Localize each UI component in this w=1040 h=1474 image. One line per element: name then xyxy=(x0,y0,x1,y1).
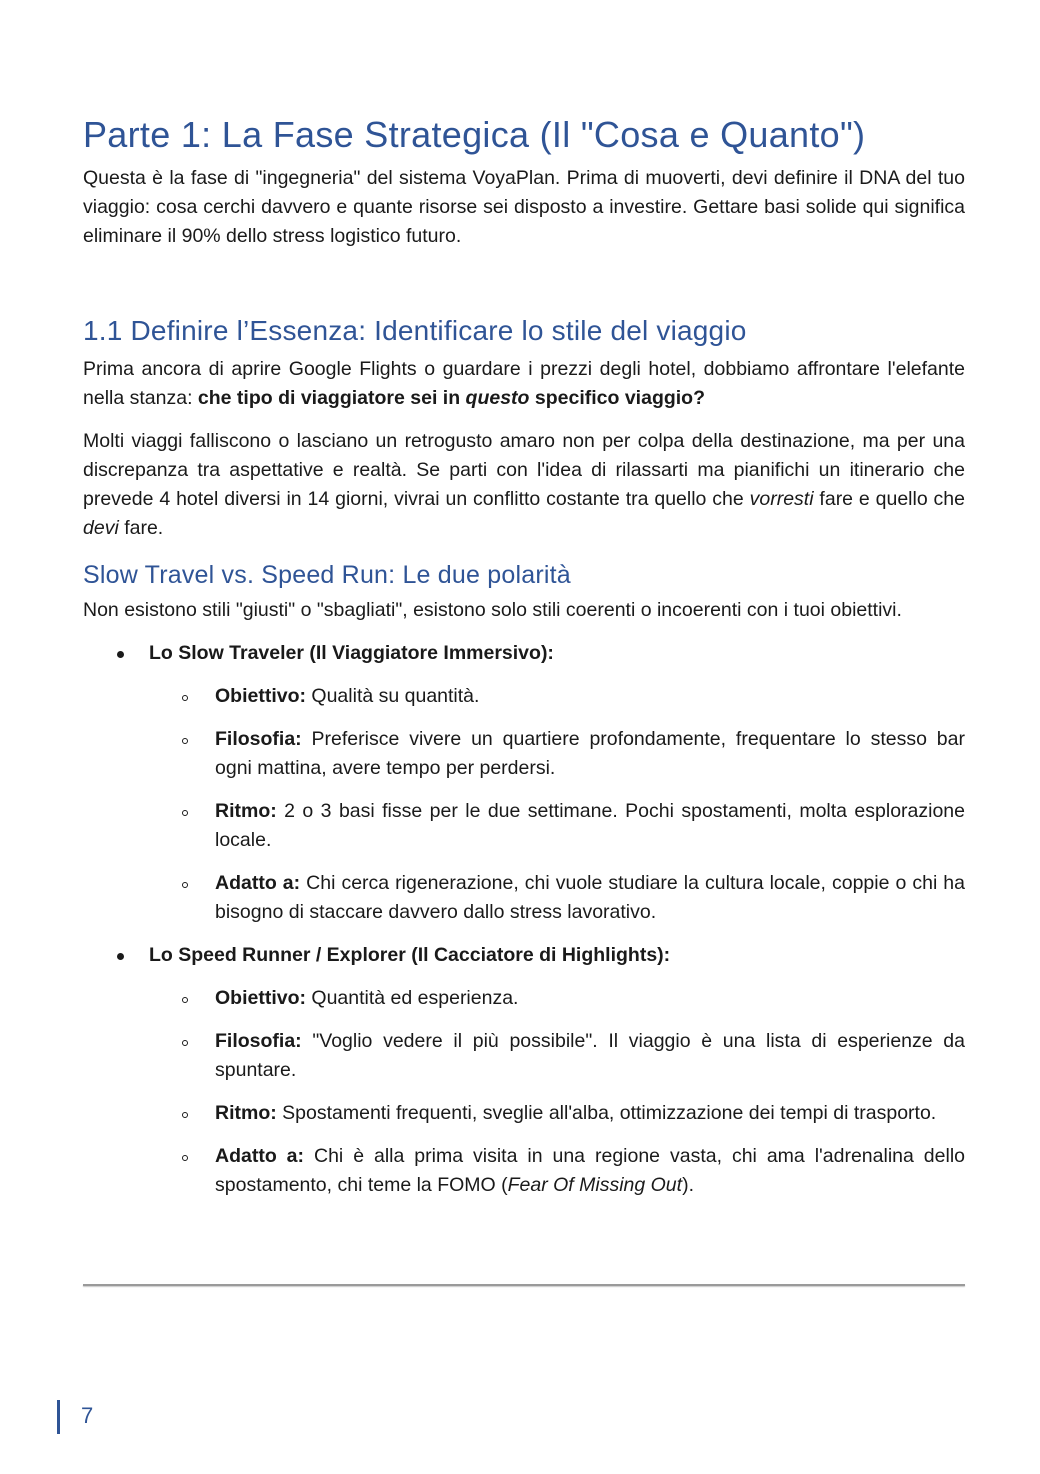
speed-runner-sublist xyxy=(149,984,965,1200)
intro-paragraph: Questa è la fase di "ingegneria" del sistema VoyaPlan. Prima di muoverti, devi definire il DNA del tuo viaggio: cosa cerchi davvero e quante risorse sei disposto a investire. Gettare basi solide qui significa eliminare il 90% dello stress logistico futuro. xyxy=(83,167,965,247)
item-label: Ritmo: xyxy=(215,800,277,822)
subsection-heading: Slow Travel vs. Speed Run: Le due polarità xyxy=(83,561,571,589)
list-item xyxy=(149,725,965,783)
list-item xyxy=(149,1142,965,1200)
bullet-circle-icon xyxy=(182,1155,188,1161)
item-text: Quantità ed esperienza. xyxy=(306,987,519,1009)
paragraph-discrepancy xyxy=(83,427,965,543)
paragraph-discrepancy-c: fare. xyxy=(118,517,164,539)
paragraph-discrepancy-b: fare e quello che xyxy=(813,488,965,510)
bullet-circle-icon xyxy=(182,810,188,816)
subsection-heading-wrap xyxy=(83,557,965,593)
bullet-circle-icon xyxy=(182,997,188,1003)
page-number-bar xyxy=(57,1400,60,1434)
traveler-types-list xyxy=(83,639,965,1200)
bullet-circle-icon xyxy=(182,1112,188,1118)
horizontal-rule xyxy=(83,1284,965,1286)
bullet-circle-icon xyxy=(182,695,188,701)
paragraph-discrepancy-a: Molti viaggi falliscono o lasciano un retrogusto amaro non per colpa della destinazione, ma per una discrepanza tra aspettative e realtà. Se parti con l'idea di rilassarti ma pianifichi un itinerario che prevede 4 hotel diversi in 14 giorni, vivrai un conflitto costante tra quello che xyxy=(83,430,965,510)
slow-traveler-title: Lo Slow Traveler (Il Viaggiatore Immersivo): xyxy=(149,642,554,664)
paragraph-question-bold-a: che tipo di viaggiatore sei in xyxy=(197,387,466,409)
section-heading-wrap xyxy=(83,311,965,351)
list-item-slow-traveler xyxy=(83,639,965,927)
item-label: Adatto a: xyxy=(215,1145,305,1167)
paragraph-question-text: Prima ancora di aprire Google Flights o guardare i prezzi degli hotel, dobbiamo affrontare l'elefante nella stanza: xyxy=(83,358,965,409)
slow-traveler-sublist xyxy=(149,682,965,927)
section-heading: 1.1 Definire l’Essenza: Identificare lo stile del viaggio xyxy=(83,315,747,346)
speed-runner-title: Lo Speed Runner / Explorer (Il Cacciatore di Highlights): xyxy=(149,944,671,966)
item-text: Chi cerca rigenerazione, chi vuole studiare la cultura locale, coppie o chi ha bisogno di staccare davvero dallo stress lavorativo. xyxy=(215,872,966,923)
item-text-end: ). xyxy=(682,1174,694,1196)
bullet-circle-icon xyxy=(182,882,188,888)
bullet-circle-icon xyxy=(182,1040,188,1046)
item-label: Filosofia: xyxy=(215,1030,302,1052)
paragraph-question-bold-b: specifico viaggio? xyxy=(529,387,706,409)
item-text-italic: Fear Of Missing Out xyxy=(507,1174,683,1196)
list-item-speed-runner xyxy=(83,941,965,1200)
item-text: Preferisce vivere un quartiere profondamente, frequentare lo stesso bar ogni mattina, avere tempo per perdersi. xyxy=(215,728,965,779)
page-content xyxy=(83,110,965,1200)
list-item xyxy=(149,869,965,927)
item-text: Spostamenti frequenti, sveglie all'alba, ottimizzazione dei tempi di trasporto. xyxy=(276,1102,937,1124)
part-heading: Parte 1: La Fase Strategica (Il "Cosa e Quanto") xyxy=(83,114,866,155)
item-label: Obiettivo: xyxy=(215,987,306,1009)
bullet-disc-icon xyxy=(117,651,124,658)
list-item xyxy=(149,984,965,1013)
paragraph-discrepancy-italic-1: vorresti xyxy=(749,488,814,510)
list-item xyxy=(149,797,965,855)
page-number: 7 xyxy=(81,1403,94,1428)
list-item xyxy=(149,682,965,711)
paragraph-question-bold-italic: questo xyxy=(465,387,530,409)
item-text: Chi è alla prima visita in una regione vasta, chi ama l'adrenalina dello spostamento, chi teme la FOMO ( xyxy=(215,1145,965,1196)
paragraph-discrepancy-italic-2: devi xyxy=(83,517,119,539)
item-label: Ritmo: xyxy=(215,1102,277,1124)
list-item xyxy=(149,1099,965,1128)
paragraph-question xyxy=(83,355,965,413)
item-text: 2 o 3 basi fisse per le due settimane. Pochi spostamenti, molta esplorazione locale. xyxy=(215,800,965,851)
paragraph-styles: Non esistono stili "giusti" o "sbagliati", esistono solo stili coerenti o incoerenti con i tuoi obiettivi. xyxy=(83,599,902,621)
item-label: Adatto a: xyxy=(215,872,301,894)
item-label: Obiettivo: xyxy=(215,685,306,707)
item-label: Filosofia: xyxy=(215,728,302,750)
bullet-disc-icon xyxy=(117,953,124,960)
bullet-circle-icon xyxy=(182,738,188,744)
item-text: Qualità su quantità. xyxy=(306,685,480,707)
item-text: "Voglio vedere il più possibile". Il viaggio è una lista di esperienze da spuntare. xyxy=(215,1030,965,1081)
list-item xyxy=(149,1027,965,1085)
